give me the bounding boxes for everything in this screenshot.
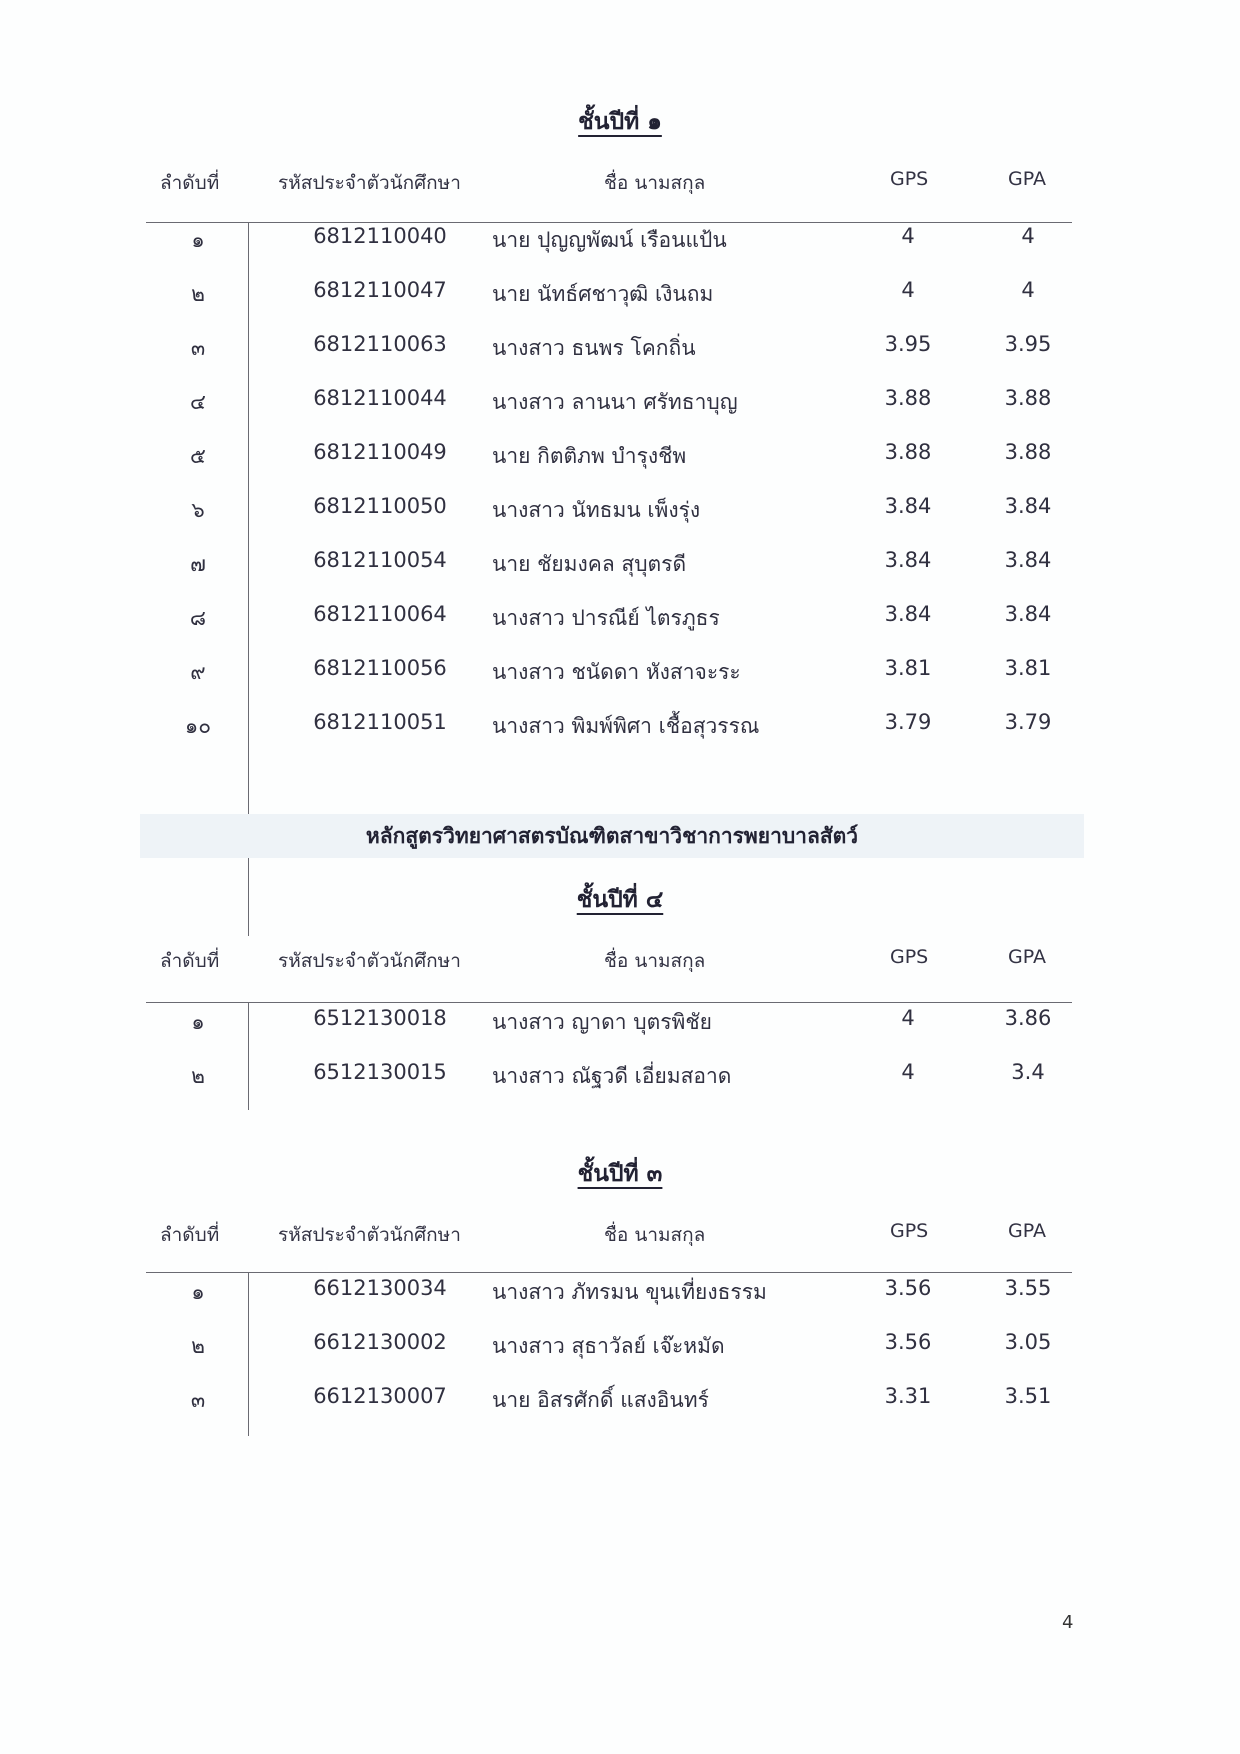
cell-gps: 3.84 xyxy=(884,548,932,572)
cell-gps: 3.95 xyxy=(884,332,932,356)
cell-name: นางสาว นัทธมน เพ็งรุ่ง xyxy=(492,498,701,522)
cell-gps: 3.79 xyxy=(884,710,932,734)
cell-name: นาย นัทธ์ศชาวุฒิ เงินถม xyxy=(492,282,714,306)
header-name: ชื่อ นามสกุล xyxy=(604,172,706,194)
cell-name: นางสาว ณัฐวดี เอี่ยมสอาด xyxy=(492,1064,732,1088)
cell-gpa: 3.88 xyxy=(1004,386,1052,410)
cell-student-id: 6812110040 xyxy=(313,224,447,248)
cell-student-id: 6612130034 xyxy=(313,1276,447,1300)
table-row xyxy=(0,332,1240,386)
cell-no: ๒ xyxy=(191,1334,205,1358)
cell-gpa: 4 xyxy=(1021,278,1035,302)
header-gpa: GPA xyxy=(1008,946,1046,968)
cell-name: นาย อิสรศักดิ์ แสงอินทร์ xyxy=(492,1388,709,1412)
cell-no: ๒ xyxy=(191,282,205,306)
header-name: ชื่อ นามสกุล xyxy=(604,950,706,972)
table-row xyxy=(0,602,1240,656)
cell-name: นางสาว ปารณีย์ ไตรภูธร xyxy=(492,606,720,630)
cell-gps: 4 xyxy=(901,1006,915,1030)
cell-no: ๑ xyxy=(191,228,205,252)
cell-gps: 3.56 xyxy=(884,1276,932,1300)
table-row xyxy=(0,1384,1240,1438)
table-row xyxy=(0,278,1240,332)
cell-student-id: 6612130007 xyxy=(313,1384,447,1408)
cell-gpa: 4 xyxy=(1021,224,1035,248)
cell-gpa: 3.51 xyxy=(1004,1384,1052,1408)
cell-no: ๑ xyxy=(191,1010,205,1034)
program-title: หลักสูตรวิทยาศาสตรบัณฑิตสาขาวิชาการพยาบาลสัตว์ xyxy=(365,824,859,848)
cell-name: นางสาว ภัทรมน ขุนเที่ยงธรรม xyxy=(492,1280,767,1304)
cell-student-id: 6812110056 xyxy=(313,656,447,680)
cell-student-id: 6812110047 xyxy=(313,278,447,302)
cell-no: ๑ xyxy=(191,1280,205,1304)
cell-student-id: 6812110044 xyxy=(313,386,447,410)
header-no: ลำดับที่ xyxy=(160,172,220,194)
cell-student-id: 6612130002 xyxy=(313,1330,447,1354)
cell-gps: 4 xyxy=(901,1060,915,1084)
cell-name: นางสาว ญาดา บุตรพิชัย xyxy=(492,1010,712,1034)
table-row xyxy=(0,494,1240,548)
cell-name: นางสาว ชนัดดา หังสาจะระ xyxy=(492,660,741,684)
table-row xyxy=(0,548,1240,602)
section-title-year-4: ชั้นปีที่ ๔ xyxy=(576,887,664,913)
header-gpa: GPA xyxy=(1008,1220,1046,1242)
page-number: 4 xyxy=(1062,1612,1074,1633)
cell-no: ๙ xyxy=(190,660,206,684)
cell-no: ๒ xyxy=(191,1064,205,1088)
header-gps: GPS xyxy=(890,168,929,190)
table-row xyxy=(0,710,1240,764)
cell-gpa: 3.88 xyxy=(1004,440,1052,464)
cell-gps: 3.81 xyxy=(884,656,932,680)
cell-no: ๗ xyxy=(190,552,206,576)
cell-gpa: 3.84 xyxy=(1004,548,1052,572)
header-divider xyxy=(146,1272,1072,1273)
cell-gpa: 3.95 xyxy=(1004,332,1052,356)
cell-name: นาย กิตติภพ บำรุงชีพ xyxy=(492,444,687,468)
cell-student-id: 6812110063 xyxy=(313,332,447,356)
cell-gps: 4 xyxy=(901,278,915,302)
table-row xyxy=(0,1006,1240,1060)
cell-gpa: 3.84 xyxy=(1004,602,1052,626)
header-student-id: รหัสประจำตัวนักศึกษา xyxy=(278,1224,461,1246)
cell-student-id: 6812110051 xyxy=(313,710,447,734)
section-title-year-3: ชั้นปีที่ ๓ xyxy=(577,1161,663,1187)
cell-gpa: 3.05 xyxy=(1004,1330,1052,1354)
cell-student-id: 6812110054 xyxy=(313,548,447,572)
table-row xyxy=(0,224,1240,278)
header-student-id: รหัสประจำตัวนักศึกษา xyxy=(278,172,461,194)
table-row xyxy=(0,440,1240,494)
table-row xyxy=(0,386,1240,440)
cell-gps: 3.56 xyxy=(884,1330,932,1354)
header-name: ชื่อ นามสกุล xyxy=(604,1224,706,1246)
cell-student-id: 6812110050 xyxy=(313,494,447,518)
cell-name: นางสาว ธนพร โคกถิ่น xyxy=(492,336,696,360)
cell-gps: 3.88 xyxy=(884,386,932,410)
cell-no: ๔ xyxy=(190,390,206,414)
cell-gpa: 3.84 xyxy=(1004,494,1052,518)
header-gps: GPS xyxy=(890,946,929,968)
cell-no: ๓ xyxy=(190,336,206,360)
table-row xyxy=(0,656,1240,710)
cell-no: ๖ xyxy=(191,498,205,522)
cell-student-id: 6512130018 xyxy=(313,1006,447,1030)
cell-gpa: 3.55 xyxy=(1004,1276,1052,1300)
cell-gpa: 3.86 xyxy=(1004,1006,1052,1030)
cell-gps: 3.84 xyxy=(884,602,932,626)
table-row xyxy=(0,1276,1240,1330)
cell-gpa: 3.81 xyxy=(1004,656,1052,680)
cell-no: ๘ xyxy=(189,606,207,630)
cell-gps: 4 xyxy=(901,224,915,248)
cell-name: นาย ปุญญพัฒน์ เรือนแป้น xyxy=(492,228,727,252)
cell-student-id: 6812110064 xyxy=(313,602,447,626)
header-divider xyxy=(146,222,1072,223)
table-row xyxy=(0,1060,1240,1114)
header-student-id: รหัสประจำตัวนักศึกษา xyxy=(278,950,461,972)
cell-student-id: 6512130015 xyxy=(313,1060,447,1084)
cell-name: นาย ชัยมงคล สุบุตรดี xyxy=(492,552,687,576)
cell-student-id: 6812110049 xyxy=(313,440,447,464)
cell-gpa: 3.4 xyxy=(1011,1060,1045,1084)
cell-name: นางสาว สุธาวัลย์ เจ๊ะหมัด xyxy=(492,1334,725,1358)
cell-gps: 3.88 xyxy=(884,440,932,464)
header-no: ลำดับที่ xyxy=(160,1224,220,1246)
header-gpa: GPA xyxy=(1008,168,1046,190)
cell-gps: 3.31 xyxy=(884,1384,932,1408)
cell-no: ๑๐ xyxy=(184,714,212,738)
cell-name: นางสาว ลานนา ศรัทธาบุญ xyxy=(492,390,738,414)
cell-no: ๕ xyxy=(190,444,206,468)
header-no: ลำดับที่ xyxy=(160,950,220,972)
cell-no: ๓ xyxy=(190,1388,206,1412)
cell-gpa: 3.79 xyxy=(1004,710,1052,734)
header-divider xyxy=(146,1002,1072,1003)
cell-name: นางสาว พิมพ์พิศา เชื้อสุวรรณ xyxy=(492,714,760,738)
header-gps: GPS xyxy=(890,1220,929,1242)
section-title-year-1: ชั้นปีที่ ๑ xyxy=(578,109,662,135)
table-row xyxy=(0,1330,1240,1384)
cell-gps: 3.84 xyxy=(884,494,932,518)
